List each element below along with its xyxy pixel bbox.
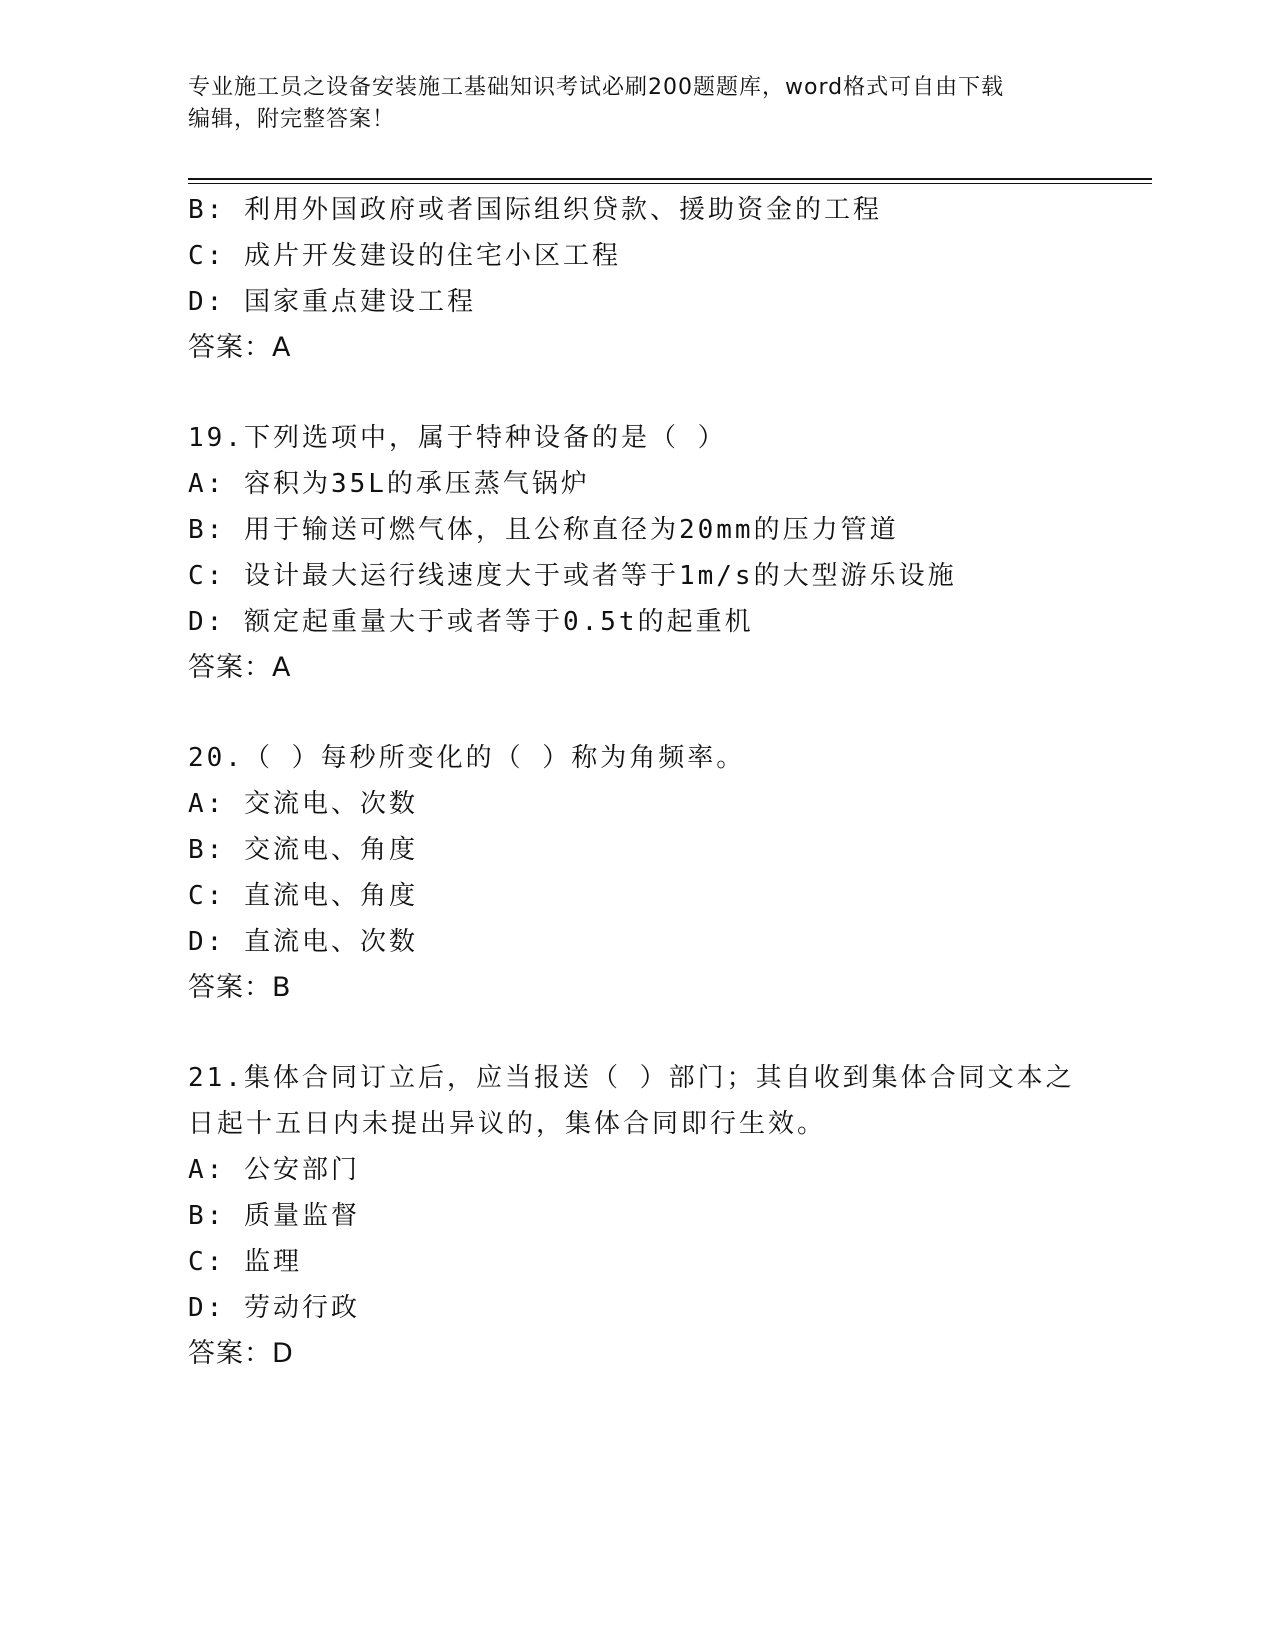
header-line-1: 专业施工员之设备安装施工基础知识考试必刷200题题库，word格式可自由下载 [188, 75, 1005, 100]
header-line-2: 编辑，附完整答案！ [188, 107, 396, 132]
q21-option-a: A: 公安部门 [188, 1155, 360, 1185]
q19-option-c: C: 设计最大运行线速度大于或者等于1m/s的大型游乐设施 [188, 561, 957, 591]
spacer [188, 691, 1088, 735]
q18-answer: 答案：A [188, 332, 292, 363]
spacer [188, 371, 1088, 415]
q19-option-a: A: 容积为35L的承压蒸气锅炉 [188, 469, 590, 499]
q19-answer: 答案：A [188, 652, 292, 683]
q20-answer: 答案：B [188, 972, 292, 1003]
q20-option-b: B: 交流电、角度 [188, 835, 418, 865]
q18-option-c: C: 成片开发建设的住宅小区工程 [188, 241, 621, 271]
q20-question: 20.（ ）每秒所变化的（ ）称为角频率。 [188, 743, 746, 773]
q21-question-line-2: 日起十五日内未提出异议的，集体合同即行生效。 [188, 1109, 827, 1139]
q19-question: 19.下列选项中，属于特种设备的是（ ） [188, 423, 727, 453]
q18-option-b: B: 利用外国政府或者国际组织贷款、援助资金的工程 [188, 195, 882, 225]
q20-option-c: C: 直流电、角度 [188, 881, 418, 911]
q21-question-line-1: 21.集体合同订立后，应当报送（ ）部门；其自收到集体合同文本之 [188, 1063, 1075, 1093]
q19-option-d: D: 额定起重量大于或者等于0.5t的起重机 [188, 607, 754, 637]
header-divider-thin [188, 183, 1152, 184]
q20-option-a: A: 交流电、次数 [188, 789, 418, 819]
question-20-block [188, 735, 1088, 1011]
q20-option-d: D: 直流电、次数 [188, 927, 418, 957]
question-19-block [188, 415, 1088, 691]
q21-option-b: B: 质量监督 [188, 1201, 360, 1231]
q21-option-d: D: 劳动行政 [188, 1293, 360, 1323]
q21-option-c: C: 监理 [188, 1247, 302, 1277]
q21-answer: 答案：D [188, 1338, 294, 1369]
header-divider-thick [188, 178, 1152, 180]
q18-option-d: D: 国家重点建设工程 [188, 287, 476, 317]
spacer [188, 1011, 1088, 1055]
question-21-block [188, 1055, 1088, 1377]
question-18-block [188, 187, 1088, 371]
q19-option-b: B: 用于输送可燃气体，且公称直径为20mm的压力管道 [188, 515, 899, 545]
document-header [188, 72, 1088, 136]
question-list [188, 187, 1088, 1377]
